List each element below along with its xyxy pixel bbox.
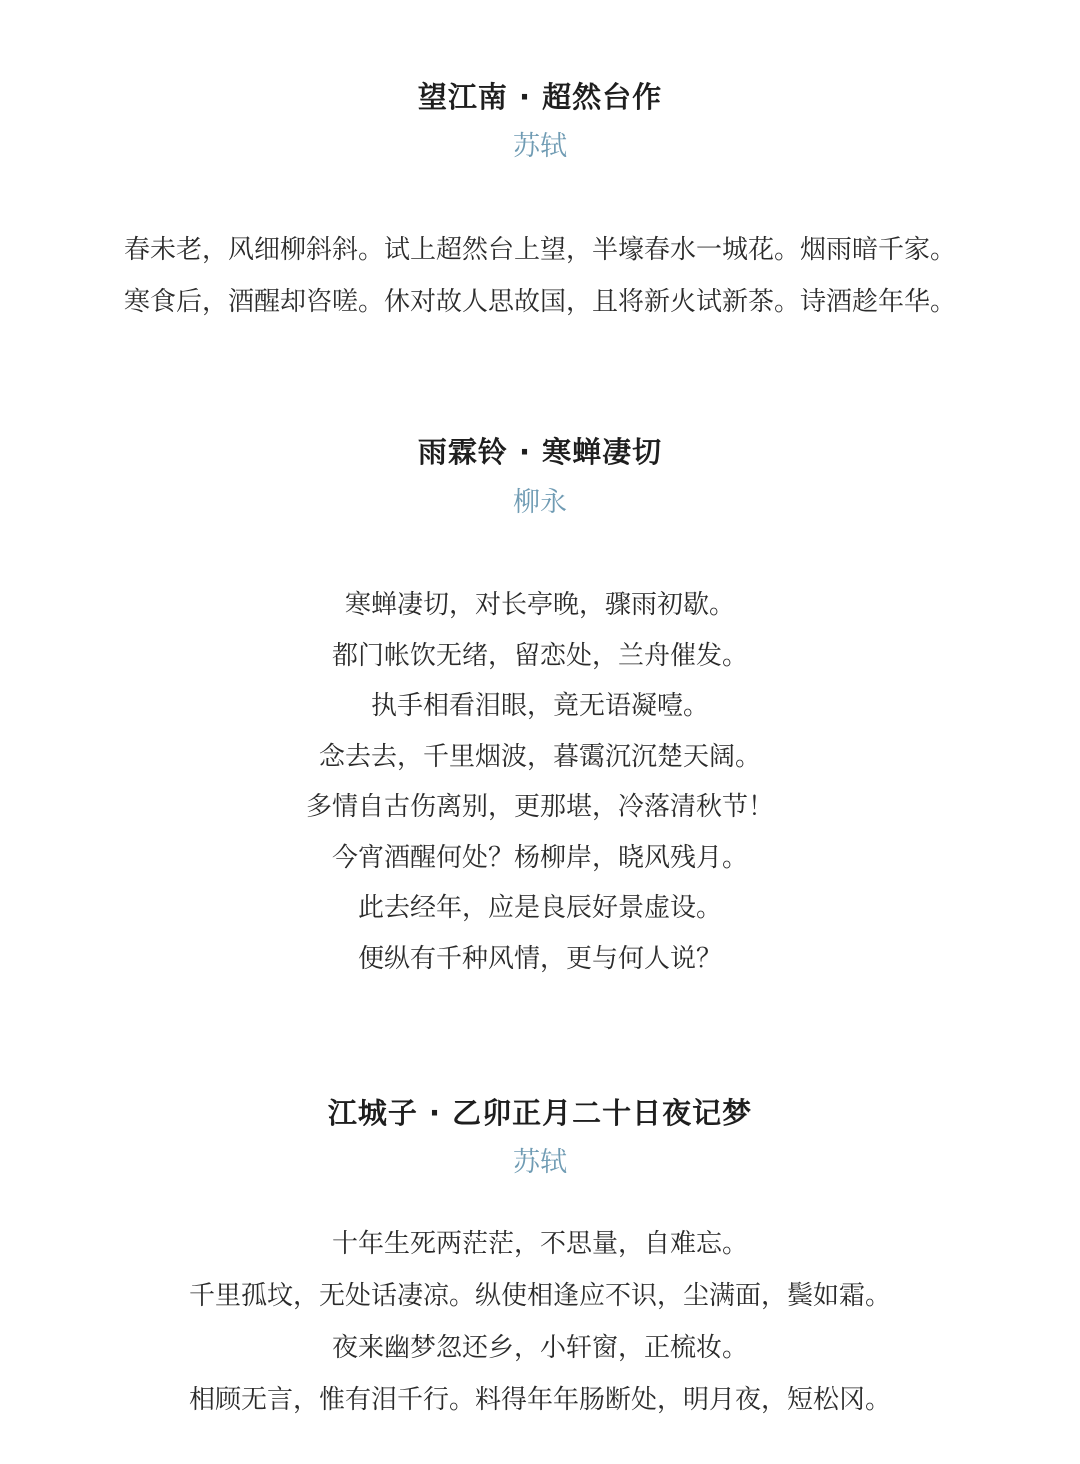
poem-author: 苏轼 [513,131,567,162]
poem-line: 都门帐饮无绪，留恋处，兰舟催发。 [331,640,748,671]
poem-line: 今宵酒醒何处？杨柳岸，晓风残月。 [331,842,748,873]
poem-line: 春未老，风细柳斜斜。试上超然台上望，半壕春水一城花。烟雨暗千家。 [123,235,956,265]
poem-author: 苏轼 [513,1147,567,1178]
poem-line: 便纵有千种风情，更与何人说？ [357,943,722,974]
poem-line: 十年生死两茫茫，不思量，自难忘。 [331,1229,748,1259]
poem-line: 千里孤坟，无处话凄凉。纵使相逢应不识，尘满面，鬓如霜。 [188,1281,891,1311]
poem-title: 雨霖铃 · 寒蝉凄切 [417,435,663,469]
poem-body [0,224,1080,328]
poem-line: 寒食后，酒醒却咨嗟。休对故人思故国，且将新火试新茶。诗酒趁年华。 [123,287,956,317]
poem-line: 执手相看泪眼，竟无语凝噎。 [370,691,709,721]
poem-line: 多情自古伤离别，更那堪，冷落清秋节！ [305,792,774,822]
poem-author: 柳永 [513,487,567,518]
poem-line: 寒蝉凄切，对长亭晚，骤雨初歇。 [344,590,735,620]
poem-line: 夜来幽梦忽还乡，小轩窗，正梳妆。 [331,1333,748,1363]
poem-body [0,580,1080,984]
poem-body [0,1218,1080,1426]
poem-line: 念去去，千里烟波，暮霭沉沉楚天阔。 [318,741,761,772]
poem-title: 江城子 · 乙卯正月二十日夜记梦 [327,1096,753,1130]
poem-title: 望江南 · 超然台作 [417,80,663,114]
poem-line: 相顾无言，惟有泪千行。料得年年肠断处，明月夜，短松冈。 [188,1385,891,1415]
poem-line: 此去经年，应是良辰好景虚设。 [357,893,722,923]
